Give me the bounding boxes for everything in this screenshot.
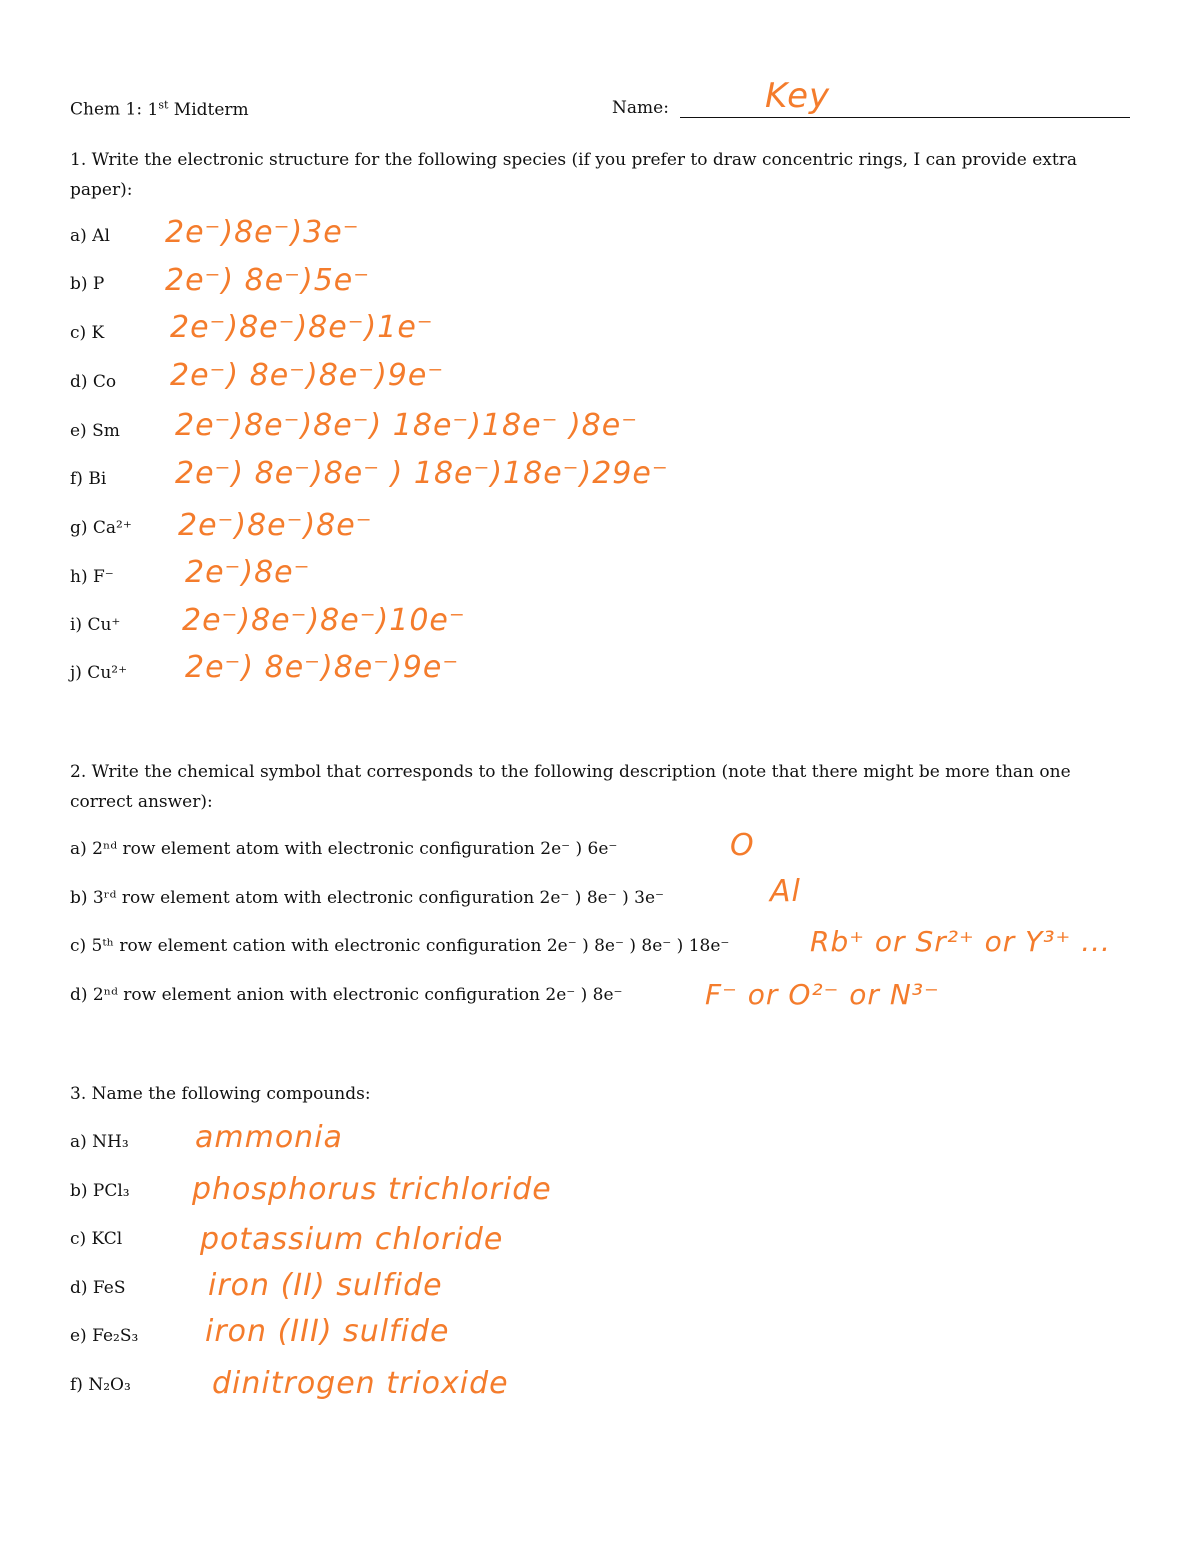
q1-answer-e: 2e⁻)8e⁻)8e⁻) 18e⁻)18e⁻ )8e⁻ [175, 408, 639, 443]
q3-label-b: b) PCl₃ [70, 1181, 130, 1201]
exam-number: 1 [147, 99, 159, 120]
exam-label [148, 100, 249, 120]
q1-answer-b: 2e⁻) 8e⁻)5e⁻ [165, 263, 371, 298]
question-2-title: 2. Write the chemical symbol that corresponds to the following description (note that there might be more than one correct answer): [70, 762, 1071, 812]
name-line [680, 117, 1130, 118]
question-3-title: 3. Name the following compounds: [70, 1084, 371, 1104]
q2-label-c: c) 5ᵗʰ row element cation with electronic configuration 2e⁻ ) 8e⁻ ) 8e⁻ ) 18e⁻ [70, 936, 730, 956]
q1-label-b: b) P [70, 274, 105, 294]
q1-label-f: f) Bi [70, 469, 107, 489]
q2-answer-b: Al [770, 874, 801, 909]
q1-label-a: a) Al [70, 226, 110, 246]
q1-label-e: e) Sm [70, 421, 120, 441]
course-title [70, 98, 249, 120]
q1-answer-i: 2e⁻)8e⁻)8e⁻)10e⁻ [182, 603, 466, 638]
q2-answer-d: F⁻ or O²⁻ or N³⁻ [705, 978, 940, 1011]
q2-label-d: d) 2ⁿᵈ row element anion with electronic configuration 2e⁻ ) 8e⁻ [70, 985, 623, 1005]
q3-answer-f: dinitrogen trioxide [212, 1366, 509, 1401]
q1-answer-c: 2e⁻)8e⁻)8e⁻)1e⁻ [170, 310, 434, 345]
q1-label-d: d) Co [70, 372, 117, 392]
question-1-title: 1. Write the electronic structure for the following species (if you prefer to draw concentric rings, I can provide extra paper): [70, 150, 1077, 200]
q2-label-b: b) 3ʳᵈ row element atom with electronic configuration 2e⁻ ) 8e⁻ ) 3e⁻ [70, 888, 664, 908]
q3-label-d: d) FeS [70, 1278, 126, 1298]
q1-answer-h: 2e⁻)8e⁻ [185, 555, 311, 590]
course-label: Chem 1: [70, 99, 143, 120]
name-answer: Key [765, 76, 831, 116]
q3-answer-d: iron (II) sulfide [208, 1268, 443, 1303]
name-label: Name: [612, 98, 669, 118]
q1-label-j: j) Cu²⁺ [70, 663, 128, 683]
q1-label-i: i) Cu⁺ [70, 615, 121, 635]
q2-answer-c: Rb⁺ or Sr²⁺ or Y³⁺ ... [810, 925, 1111, 958]
q1-answer-j: 2e⁻) 8e⁻)8e⁻)9e⁻ [185, 650, 460, 685]
q1-answer-d: 2e⁻) 8e⁻)8e⁻)9e⁻ [170, 358, 445, 393]
q3-label-e: e) Fe₂S₃ [70, 1326, 139, 1346]
exam-ordinal: st [158, 98, 169, 111]
q2-label-a: a) 2ⁿᵈ row element atom with electronic configuration 2e⁻ ) 6e⁻ [70, 839, 618, 859]
q3-answer-a: ammonia [195, 1120, 343, 1155]
q3-label-f: f) N₂O₃ [70, 1375, 131, 1395]
q1-answer-a: 2e⁻)8e⁻)3e⁻ [165, 215, 360, 250]
q1-label-c: c) K [70, 323, 105, 343]
q3-label-c: c) KCl [70, 1229, 123, 1249]
q3-answer-e: iron (III) sulfide [205, 1314, 450, 1349]
q2-answer-a: O [730, 828, 755, 863]
q3-label-a: a) NH₃ [70, 1132, 129, 1152]
q3-answer-b: phosphorus trichloride [192, 1172, 552, 1207]
q1-answer-g: 2e⁻)8e⁻)8e⁻ [178, 508, 373, 543]
q1-label-h: h) F⁻ [70, 567, 114, 587]
q1-label-g: g) Ca²⁺ [70, 518, 132, 538]
exam-word: Midterm [168, 99, 249, 120]
q1-answer-f: 2e⁻) 8e⁻)8e⁻ ) 18e⁻)18e⁻)29e⁻ [175, 456, 669, 491]
q3-answer-c: potassium chloride [200, 1222, 504, 1257]
